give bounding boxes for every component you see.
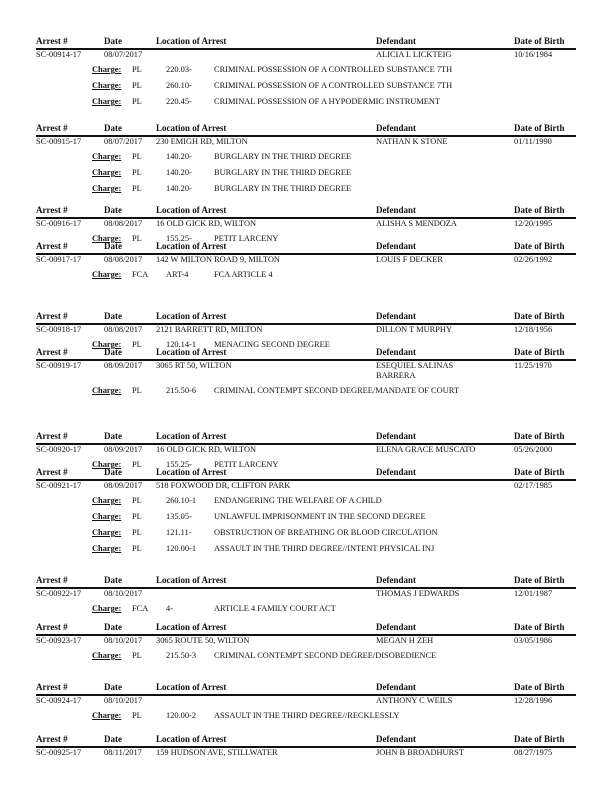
header-arrest-number: Arrest #	[36, 734, 68, 744]
charge-section: 220.03-	[166, 65, 192, 74]
charge-description: UNLAWFUL IMPRISONMENT IN THE SECOND DEGREE	[214, 512, 426, 521]
arrest-date: 08/09/2017	[104, 481, 143, 490]
defendant-name: DILLON T MURPHY	[376, 325, 453, 334]
charge-row	[36, 647, 576, 663]
header-location: Location of Arrest	[156, 311, 227, 321]
defendant-date-of-birth: 12/20/1995	[514, 219, 553, 228]
arrest-date: 08/10/2017	[104, 589, 143, 598]
charge-section: 260.10-	[166, 81, 192, 90]
charge-description: CRIMINAL POSSESSION OF A CONTROLLED SUBSTANCE 7TH	[214, 81, 453, 90]
arrest-record	[36, 431, 576, 472]
charge-row	[36, 492, 576, 508]
charge-description: ASSAULT IN THE THIRD DEGREE//RECKLESSLY	[214, 711, 400, 720]
arrest-number: SC-00924-17	[36, 696, 82, 705]
header-date: Date	[104, 205, 122, 215]
column-header	[36, 575, 576, 587]
arrest-record	[36, 347, 576, 398]
header-date-of-birth: Date of Birth	[514, 431, 565, 441]
header-defendant: Defendant	[376, 622, 416, 632]
charge-label: Charge:	[92, 651, 122, 660]
arrest-record	[36, 123, 576, 196]
arrest-location: 518 FOXWOOD DR, CLIFTON PARK	[156, 481, 291, 490]
charge-row	[36, 266, 576, 282]
charge-section: 120.00-2	[166, 711, 197, 720]
header-date: Date	[104, 241, 122, 251]
defendant-date-of-birth: 12/01/1987	[514, 589, 553, 598]
header-date: Date	[104, 734, 122, 744]
charge-label: Charge:	[92, 512, 122, 521]
record-row	[36, 50, 576, 61]
arrest-number: SC-00919-17	[36, 361, 82, 370]
record-row	[36, 748, 576, 759]
defendant-name: ELENA GRACE MUSCATO	[376, 445, 476, 454]
defendant-date-of-birth: 02/26/1992	[514, 255, 553, 264]
record-row	[36, 589, 576, 600]
arrest-location: 3065 RT 50, WILTON	[156, 361, 232, 370]
arrest-location: 142 W MILTON ROAD 9, MILTON	[156, 255, 280, 264]
header-location: Location of Arrest	[156, 682, 227, 692]
charge-description: FCA ARTICLE 4	[214, 270, 273, 279]
column-header	[36, 311, 576, 323]
charge-row	[36, 707, 576, 723]
header-date-of-birth: Date of Birth	[514, 311, 565, 321]
header-date-of-birth: Date of Birth	[514, 36, 565, 46]
charge-section: 155.25-	[166, 234, 192, 243]
header-date-of-birth: Date of Birth	[514, 734, 565, 744]
arrest-date: 08/09/2017	[104, 361, 143, 370]
arrest-number: SC-00922-17	[36, 589, 82, 598]
header-date: Date	[104, 467, 122, 477]
header-arrest-number: Arrest #	[36, 575, 68, 585]
arrest-number: SC-00917-17	[36, 255, 82, 264]
header-arrest-number: Arrest #	[36, 431, 68, 441]
charge-section: 120.00-1	[166, 544, 197, 553]
charge-section: 4-	[166, 604, 173, 613]
arrest-number: SC-00921-17	[36, 481, 82, 490]
charge-section: ART-4	[166, 270, 189, 279]
record-row	[36, 361, 576, 380]
header-date-of-birth: Date of Birth	[514, 467, 565, 477]
arrest-date: 08/10/2017	[104, 636, 143, 645]
header-location: Location of Arrest	[156, 431, 227, 441]
record-row	[36, 481, 576, 492]
charge-law: PL	[132, 97, 142, 106]
charge-law: PL	[132, 152, 142, 161]
header-location: Location of Arrest	[156, 467, 227, 477]
header-defendant: Defendant	[376, 123, 416, 133]
header-defendant: Defendant	[376, 467, 416, 477]
defendant-date-of-birth: 11/25/1970	[514, 361, 552, 370]
charge-label: Charge:	[92, 340, 122, 349]
defendant-date-of-birth: 10/16/1984	[514, 50, 553, 59]
arrest-record	[36, 311, 576, 352]
header-location: Location of Arrest	[156, 36, 227, 46]
charge-description: ASSAULT IN THE THIRD DEGREE//INTENT PHYSICAL INJ	[214, 544, 435, 553]
defendant-date-of-birth: 12/18/1956	[514, 325, 553, 334]
column-header	[36, 123, 576, 135]
record-row	[36, 255, 576, 266]
column-header	[36, 205, 576, 217]
record-row	[36, 636, 576, 647]
header-arrest-number: Arrest #	[36, 36, 68, 46]
defendant-name: LOUIS F DECKER	[376, 255, 444, 264]
defendant-date-of-birth: 05/26/2000	[514, 445, 553, 454]
defendant-name: ALICIA L LICKTEIG	[376, 50, 452, 59]
column-header	[36, 36, 576, 48]
charge-label: Charge:	[92, 97, 122, 106]
charge-law: FCA	[132, 604, 149, 613]
charge-label: Charge:	[92, 234, 122, 243]
arrest-number: SC-00923-17	[36, 636, 82, 645]
charge-label: Charge:	[92, 152, 122, 161]
charge-section: 140.20-	[166, 168, 192, 177]
header-location: Location of Arrest	[156, 123, 227, 133]
charge-row	[36, 148, 576, 164]
header-date-of-birth: Date of Birth	[514, 622, 565, 632]
charge-label: Charge:	[92, 711, 122, 720]
charge-description: ENDANGERING THE WELFARE OF A CHILD	[214, 496, 382, 505]
charge-description: BURGLARY IN THE THIRD DEGREE	[214, 184, 352, 193]
arrest-record	[36, 241, 576, 282]
record-row	[36, 696, 576, 707]
column-header	[36, 622, 576, 634]
charge-law: PL	[132, 234, 142, 243]
defendant-name: ESEQUIEL SALINAS BARRERA	[376, 361, 454, 380]
charge-label: Charge:	[92, 386, 122, 395]
header-date: Date	[104, 123, 122, 133]
column-header	[36, 734, 576, 746]
charge-row	[36, 77, 576, 93]
charge-section: 260.10-1	[166, 496, 197, 505]
header-date-of-birth: Date of Birth	[514, 205, 565, 215]
charge-law: PL	[132, 651, 142, 660]
header-location: Location of Arrest	[156, 347, 227, 357]
header-location: Location of Arrest	[156, 205, 227, 215]
charge-label: Charge:	[92, 168, 122, 177]
charge-label: Charge:	[92, 270, 122, 279]
header-defendant: Defendant	[376, 575, 416, 585]
charge-row	[36, 382, 576, 398]
header-arrest-number: Arrest #	[36, 311, 68, 321]
arrest-number: SC-00918-17	[36, 325, 82, 334]
header-date-of-birth: Date of Birth	[514, 241, 565, 251]
defendant-name: ANTHONY C WEILS	[376, 696, 453, 705]
arrest-date: 08/08/2017	[104, 219, 143, 228]
header-arrest-number: Arrest #	[36, 205, 68, 215]
charge-section: 120.14-1	[166, 340, 197, 349]
charge-law: PL	[132, 512, 142, 521]
charge-label: Charge:	[92, 81, 122, 90]
arrest-record	[36, 205, 576, 246]
defendant-date-of-birth: 02/17/1985	[514, 481, 553, 490]
header-location: Location of Arrest	[156, 241, 227, 251]
header-date-of-birth: Date of Birth	[514, 123, 565, 133]
charge-law: FCA	[132, 270, 149, 279]
header-defendant: Defendant	[376, 347, 416, 357]
charge-label: Charge:	[92, 65, 122, 74]
charge-section: 215.50-3	[166, 651, 197, 660]
charge-description: PETIT LARCENY	[214, 234, 279, 243]
charge-law: PL	[132, 528, 142, 537]
arrest-record	[36, 467, 576, 556]
column-header	[36, 431, 576, 443]
arrest-location: 3065 ROUTE 50, WILTON	[156, 636, 250, 645]
arrest-number: SC-00916-17	[36, 219, 82, 228]
charge-description: CRIMINAL POSSESSION OF A CONTROLLED SUBSTANCE 7TH	[214, 65, 453, 74]
record-row	[36, 325, 576, 336]
charge-description: OBSTRUCTION OF BREATHING OR BLOOD CIRCULATION	[214, 528, 438, 537]
charge-row	[36, 540, 576, 556]
defendant-date-of-birth: 12/28/1996	[514, 696, 553, 705]
arrest-number: SC-00915-17	[36, 137, 82, 146]
charge-section: 155.25-	[166, 460, 192, 469]
column-header	[36, 682, 576, 694]
charge-row	[36, 164, 576, 180]
charge-description: ARTICLE 4 FAMILY COURT ACT	[214, 604, 336, 613]
charge-law: PL	[132, 184, 142, 193]
header-arrest-number: Arrest #	[36, 123, 68, 133]
charge-law: PL	[132, 65, 142, 74]
charge-label: Charge:	[92, 528, 122, 537]
charge-section: 121.11-	[166, 528, 192, 537]
arrest-record	[36, 682, 576, 723]
arrest-date: 08/08/2017	[104, 325, 143, 334]
arrest-record	[36, 36, 576, 109]
header-defendant: Defendant	[376, 205, 416, 215]
charge-description: PETIT LARCENY	[214, 460, 279, 469]
record-row	[36, 445, 576, 456]
arrest-date: 08/08/2017	[104, 255, 143, 264]
header-location: Location of Arrest	[156, 622, 227, 632]
defendant-name-continued: BARRERA	[376, 371, 416, 380]
charge-law: PL	[132, 544, 142, 553]
header-defendant: Defendant	[376, 682, 416, 692]
arrest-date: 08/07/2017	[104, 137, 143, 146]
charge-label: Charge:	[92, 496, 122, 505]
charge-description: MENACING SECOND DEGREE	[214, 340, 330, 349]
arrest-location: 230 EMIGH RD, MILTON	[156, 137, 248, 146]
header-date: Date	[104, 682, 122, 692]
column-header	[36, 347, 576, 359]
column-header	[36, 241, 576, 253]
defendant-name: MEGAN H ZEH	[376, 636, 434, 645]
header-date: Date	[104, 431, 122, 441]
arrest-location: 159 HUDSON AVE, STILLWATER	[156, 748, 278, 757]
arrest-date: 08/10/2017	[104, 696, 143, 705]
charge-label: Charge:	[92, 460, 122, 469]
arrest-location: 2121 BARRETT RD, MILTON	[156, 325, 263, 334]
header-arrest-number: Arrest #	[36, 241, 68, 251]
header-date: Date	[104, 622, 122, 632]
arrest-date: 08/07/2017	[104, 50, 143, 59]
charge-row	[36, 93, 576, 109]
charge-law: PL	[132, 460, 142, 469]
charge-row	[36, 180, 576, 196]
defendant-name: ALISHA S MENDOZA	[376, 219, 457, 228]
charge-description: BURGLARY IN THE THIRD DEGREE	[214, 168, 352, 177]
arrest-date: 08/11/2017	[104, 748, 142, 757]
defendant-name: THOMAS J EDWARDS	[376, 589, 460, 598]
arrest-number: SC-00914-17	[36, 50, 82, 59]
header-defendant: Defendant	[376, 36, 416, 46]
column-header	[36, 467, 576, 479]
header-date-of-birth: Date of Birth	[514, 575, 565, 585]
charge-label: Charge:	[92, 184, 122, 193]
charge-section: 140.20-	[166, 152, 192, 161]
record-row	[36, 219, 576, 230]
header-date-of-birth: Date of Birth	[514, 682, 565, 692]
arrest-record	[36, 622, 576, 663]
defendant-date-of-birth: 01/11/1990	[514, 137, 552, 146]
charge-description: CRIMINAL CONTEMPT SECOND DEGREE/DISOBEDIENCE	[214, 651, 437, 660]
header-location: Location of Arrest	[156, 734, 227, 744]
header-arrest-number: Arrest #	[36, 622, 68, 632]
header-date: Date	[104, 575, 122, 585]
charge-law: PL	[132, 81, 142, 90]
charge-row	[36, 524, 576, 540]
charge-law: PL	[132, 386, 142, 395]
charge-section: 135.05-	[166, 512, 192, 521]
arrest-date: 08/09/2017	[104, 445, 143, 454]
arrest-location: 16 OLD GICK RD, WILTON	[156, 219, 257, 228]
charge-description: BURGLARY IN THE THIRD DEGREE	[214, 152, 352, 161]
charge-description: CRIMINAL POSSESSION OF A HYPODERMIC INSTRUMENT	[214, 97, 441, 106]
arrest-number: SC-00925-17	[36, 748, 82, 757]
charge-section: 215.50-6	[166, 386, 197, 395]
charge-label: Charge:	[92, 604, 122, 613]
charge-section: 140.20-	[166, 184, 192, 193]
header-date: Date	[104, 36, 122, 46]
charge-description: CRIMINAL CONTEMPT SECOND DEGREE/MANDATE OF COURT	[214, 386, 459, 395]
header-date: Date	[104, 347, 122, 357]
charge-law: PL	[132, 496, 142, 505]
defendant-date-of-birth: 03/05/1986	[514, 636, 553, 645]
arrest-location: 16 OLD GICK RD, WILTON	[156, 445, 257, 454]
charge-row	[36, 508, 576, 524]
charge-law: PL	[132, 711, 142, 720]
record-row	[36, 137, 576, 148]
defendant-name: NATHAN K STONE	[376, 137, 448, 146]
header-defendant: Defendant	[376, 311, 416, 321]
header-arrest-number: Arrest #	[36, 682, 68, 692]
defendant-name: JOHN B BROADHURST	[376, 748, 464, 757]
arrest-record	[36, 734, 576, 759]
defendant-date-of-birth: 08/27/1975	[514, 748, 553, 757]
header-arrest-number: Arrest #	[36, 347, 68, 357]
header-location: Location of Arrest	[156, 575, 227, 585]
header-defendant: Defendant	[376, 431, 416, 441]
arrest-record	[36, 575, 576, 616]
header-date: Date	[104, 311, 122, 321]
charge-row	[36, 61, 576, 77]
charge-law: PL	[132, 168, 142, 177]
header-defendant: Defendant	[376, 241, 416, 251]
charge-row	[36, 600, 576, 616]
header-defendant: Defendant	[376, 734, 416, 744]
charge-label: Charge:	[92, 544, 122, 553]
arrest-number: SC-00920-17	[36, 445, 82, 454]
header-date-of-birth: Date of Birth	[514, 347, 565, 357]
charge-law: PL	[132, 340, 142, 349]
header-arrest-number: Arrest #	[36, 467, 68, 477]
charge-section: 220.45-	[166, 97, 192, 106]
